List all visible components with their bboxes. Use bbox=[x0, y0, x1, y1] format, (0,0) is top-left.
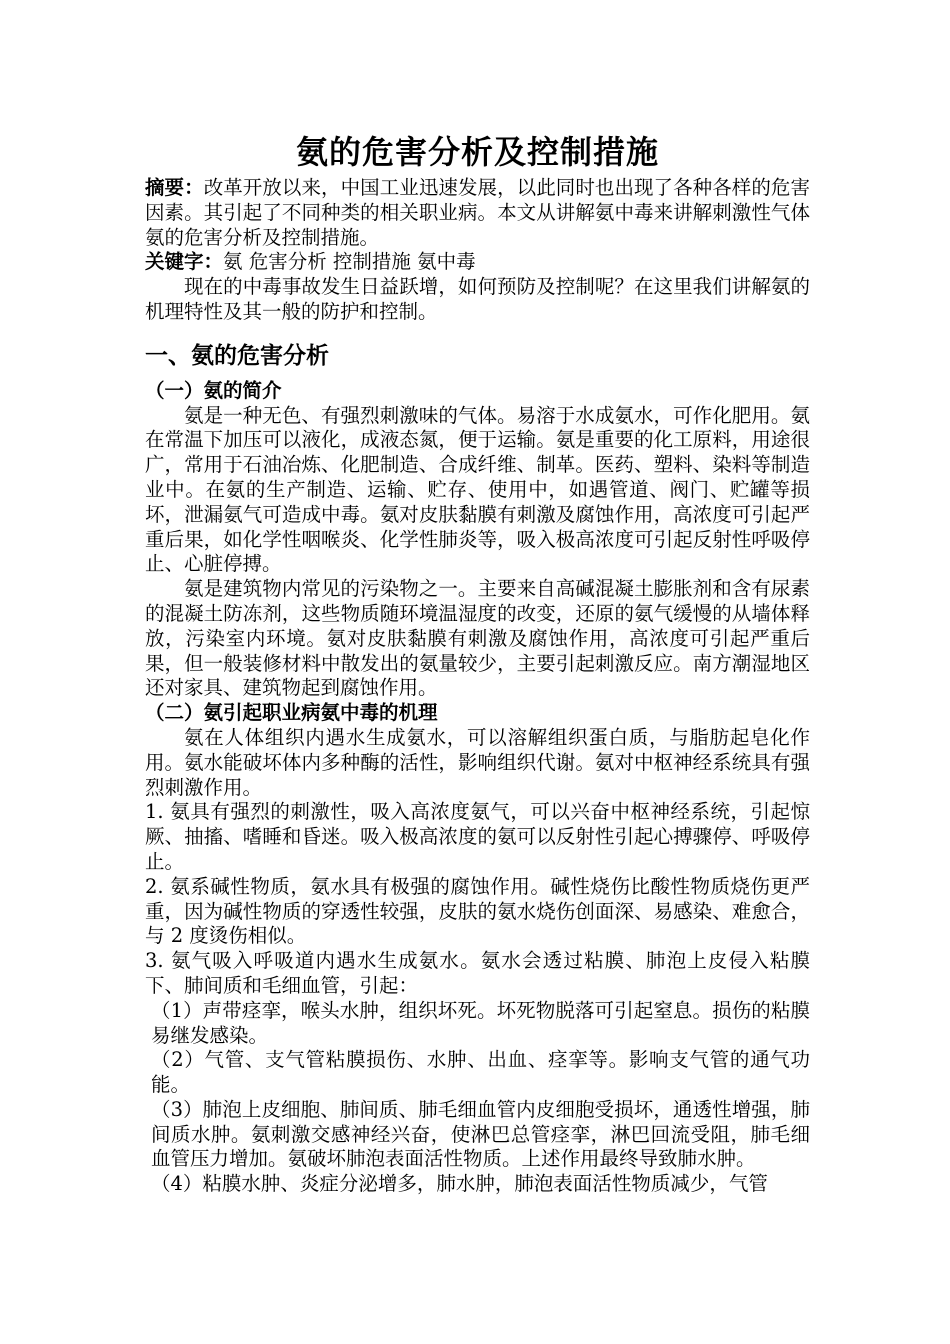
numbered-item: 1. 氨具有强烈的刺激性，吸入高浓度氨气，可以兴奋中枢神经系统，引起惊厥、抽搐、嗜睡和昏迷。吸入极高浓度的氨可以反射性引起心搏骤停、呼吸停止。 bbox=[145, 800, 810, 873]
sub-item: （4）粘膜水肿、炎症分泌增多，肺水肿，肺泡表面活性物质减少，气管 bbox=[151, 1172, 768, 1196]
sub-item: （2）气管、支气管粘膜损伤、水肿、出血、痉挛等。影响支气管的通气功能。 bbox=[151, 1048, 810, 1097]
sub-item: （1）声带痉挛，喉头水肿，组织坏死。坏死物脱落可引起窒息。损伤的粘膜易继发感染。 bbox=[151, 998, 810, 1047]
numbered-item: 3. 氨气吸入呼吸道内遇水生成氨水。氨水会透过粘膜、肺泡上皮侵入粘膜下、肺间质和毛细血管，引起： bbox=[145, 949, 810, 997]
abstract-label: 摘要： bbox=[145, 176, 204, 199]
keywords-text: 氨 危害分析 控制措施 氨中毒 bbox=[223, 250, 476, 274]
abstract-paragraph bbox=[145, 176, 810, 250]
intro-paragraph: 现在的中毒事故发生日益跃增，如何预防及控制呢？在这里我们讲解氨的机理特性及其一般的防护和控制。 bbox=[145, 275, 810, 323]
section-heading-1: 一、氨的危害分析 bbox=[145, 342, 329, 369]
document-content bbox=[145, 128, 810, 1197]
abstract-text: 改革开放以来，中国工业迅速发展，以此同时也出现了各种各样的危害因素。其引起了不同种类的相关职业病。本文从讲解氨中毒来讲解刺激性气体氨的危害分析及控制措施。 bbox=[145, 176, 810, 249]
subsection-heading-2: （二）氨引起职业病氨中毒的机理 bbox=[145, 701, 438, 725]
sub-item: （3）肺泡上皮细胞、肺间质、肺毛细血管内皮细胞受损坏，通透性增强，肺间质水肿。氨刺激交感神经兴奋，使淋巴总管痉挛，淋巴回流受阻，肺毛细血管压力增加。氨破坏肺泡表面活性物质。上述作用最终导致肺水肿。 bbox=[151, 1097, 810, 1171]
numbered-item: 2. 氨系碱性物质，氨水具有极强的腐蚀作用。碱性烧伤比酸性物质烧伤更严重，因为碱性物质的穿透性较强，皮肤的氨水烧伤创面深、易感染、难愈合，与 2 度烫伤相似。 bbox=[145, 874, 810, 948]
body-paragraph: 氨是建筑物内常见的污染物之一。主要来自高碱混凝土膨胀剂和含有尿素的混凝土防冻剂，这些物质随环境温湿度的改变，还原的氨气缓慢的从墙体释放，污染室内环境。氨对皮肤黏膜有刺激及腐蚀作用，高浓度可引起严重后果，但一般装修材料中散发出的氨量较少，主要引起刺激反应。南方潮湿地区还对家具、建筑物起到腐蚀作用。 bbox=[145, 577, 810, 700]
subsection-heading-1: （一）氨的简介 bbox=[145, 378, 282, 402]
body-paragraph: 氨在人体组织内遇水生成氨水，可以溶解组织蛋白质，与脂肪起皂化作用。氨水能破坏体内多种酶的活性，影响组织代谢。氨对中枢神经系统具有强烈刺激作用。 bbox=[145, 725, 810, 799]
document-title: 氨的危害分析及控制措施 bbox=[295, 133, 659, 171]
body-paragraph: 氨是一种无色、有强烈刺激味的气体。易溶于水成氨水，可作化肥用。氨在常温下加压可以液化，成液态氮，便于运输。氨是重要的化工原料，用途很广，常用于石油冶炼、化肥制造、合成纤维、制革。医药、塑料、染料等制造业中。在氨的生产制造、运输、贮存、使用中，如遇管道、阀门、贮罐等损坏，泄漏氨气可造成中毒。氨对皮肤黏膜有刺激及腐蚀作用，高浓度可引起严重后果，如化学性咽喉炎、化学性肺炎等，吸入极高浓度可引起反射性呼吸停止、心脏停搏。 bbox=[145, 403, 810, 576]
keywords-label: 关键字： bbox=[145, 250, 224, 274]
keywords-paragraph bbox=[145, 250, 810, 275]
